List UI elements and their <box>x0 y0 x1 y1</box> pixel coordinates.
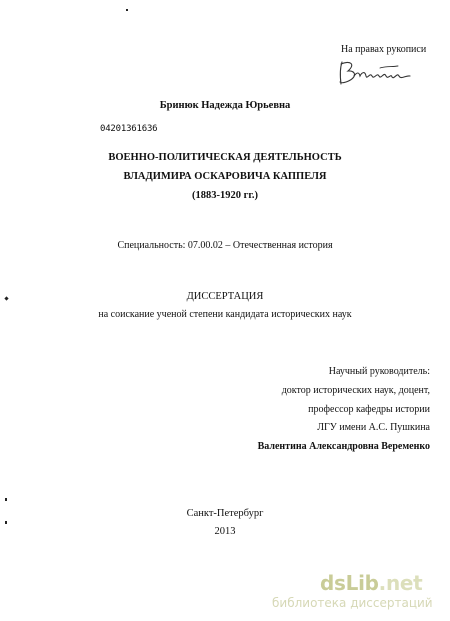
advisor-university: ЛГУ имени А.С. Пушкина <box>317 422 430 433</box>
document-code: 04201361636 <box>100 124 158 134</box>
scan-speck <box>5 498 7 501</box>
title-line-2: ВЛАДИМИРА ОСКАРОВИЧА КАППЕЛЯ <box>123 171 327 182</box>
watermark-caption: библиотека диссертаций <box>272 596 433 610</box>
advisor-degree: доктор исторических наук, доцент, <box>281 385 430 396</box>
specialty: Специальность: 07.00.02 – Отечественная история <box>117 240 333 251</box>
document-type: ДИССЕРТАЦИЯ <box>186 291 264 302</box>
advisor-position: профессор кафедры истории <box>308 404 430 415</box>
watermark-logo-domain: .net <box>378 571 423 595</box>
degree-description: на соискание ученой степени кандидата исторических наук <box>98 309 352 320</box>
title-years: (1883-1920 гг.) <box>191 190 259 201</box>
scan-speck <box>126 9 128 11</box>
advisor-label: Научный руководитель: <box>328 366 430 377</box>
author-name: Бринюк Надежда Юрьевна <box>159 100 291 111</box>
rights-note: На правах рукописи <box>341 44 427 55</box>
advisor-name: Валентина Александровна Веременко <box>257 441 430 452</box>
watermark-logo-name: dsLib <box>320 571 379 595</box>
handwritten-signature <box>336 58 420 88</box>
watermark-logo <box>320 571 422 595</box>
scan-speck <box>5 521 7 524</box>
city: Санкт-Петербург <box>186 508 264 519</box>
year: 2013 <box>214 526 236 537</box>
title-line-1: ВОЕННО-ПОЛИТИЧЕСКАЯ ДЕЯТЕЛЬНОСТЬ <box>108 152 342 163</box>
